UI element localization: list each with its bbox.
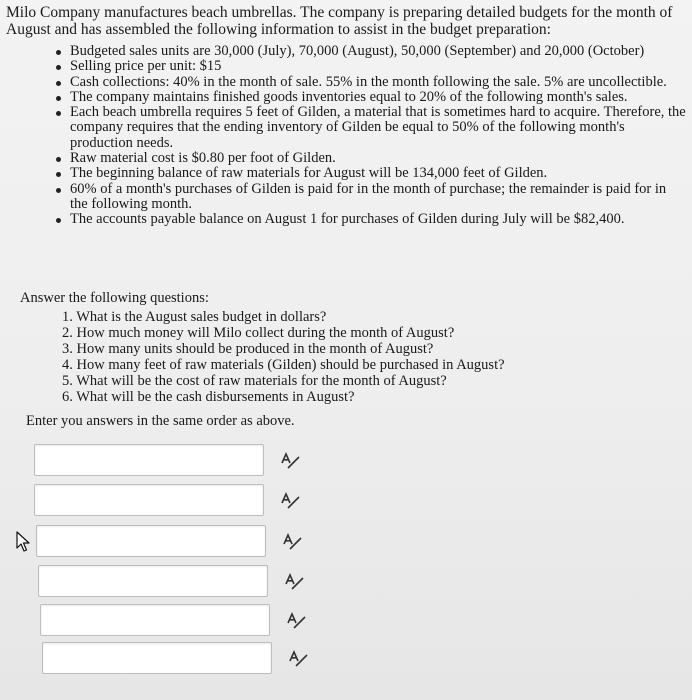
- question-item: 5. What will be the cost of raw materials for the month of August?: [62, 373, 447, 389]
- spellcheck-icon[interactable]: [280, 491, 302, 511]
- problem-intro: Milo Company manufactures beach umbrellas. The company is preparing detailed budgets for the month of August and has assembled the following information to assist in the budget preparation:: [6, 4, 673, 38]
- spellcheck-icon[interactable]: [284, 572, 306, 592]
- mouse-cursor-icon: [16, 531, 32, 553]
- answer-input-5[interactable]: [40, 604, 270, 636]
- fact-item: The company maintains finished goods inventories equal to 20% of the following month's sales.: [56, 90, 686, 105]
- fact-item: Raw material cost is $0.80 per foot of Gilden.: [56, 151, 686, 166]
- question-item: 2. How much money will Milo collect during the month of August?: [62, 325, 455, 341]
- answer-input-1[interactable]: [34, 444, 264, 476]
- answer-input-2[interactable]: [34, 484, 264, 516]
- answer-input-3[interactable]: [36, 525, 266, 557]
- questions-list: [62, 309, 505, 405]
- question-item: 1. What is the August sales budget in dollars?: [62, 309, 327, 325]
- question-item: 4. How many feet of raw materials (Gilden) should be purchased in August?: [62, 357, 505, 373]
- answer-input-6[interactable]: [42, 642, 272, 674]
- fact-item: The beginning balance of raw materials for August will be 134,000 feet of Gilden.: [56, 166, 686, 181]
- spellcheck-icon[interactable]: [288, 649, 310, 669]
- question-item: 3. How many units should be produced in the month of August?: [62, 341, 434, 357]
- fact-item: The accounts payable balance on August 1 for purchases of Gilden during July will be $82,400.: [56, 212, 686, 227]
- questions-prompt: Answer the following questions:: [20, 290, 209, 306]
- answer-input-4[interactable]: [38, 565, 268, 597]
- fact-item: Selling price per unit: $15: [56, 59, 686, 74]
- enter-answers-note: Enter you answers in the same order as above.: [26, 413, 295, 429]
- fact-item: Each beach umbrella requires 5 feet of Gilden, a material that is sometimes hard to acquire. Therefore, the company requires that the ending inventory of Gilden be equal to 50% of the following month's production needs.: [56, 105, 686, 151]
- spellcheck-icon[interactable]: [286, 611, 308, 631]
- question-item: 6. What will be the cash disbursements in August?: [62, 389, 355, 405]
- facts-list: [56, 44, 686, 228]
- answer-fields: [30, 442, 310, 692]
- fact-item: Cash collections: 40% in the month of sale. 55% in the month following the sale. 5% are uncollectible.: [56, 75, 686, 90]
- spellcheck-icon[interactable]: [282, 532, 304, 552]
- fact-item: 60% of a month's purchases of Gilden is paid for in the month of purchase; the remainder is paid for in the following month.: [56, 182, 686, 213]
- fact-item: Budgeted sales units are 30,000 (July), 70,000 (August), 50,000 (September) and 20,000 (October): [56, 44, 686, 59]
- spellcheck-icon[interactable]: [280, 451, 302, 471]
